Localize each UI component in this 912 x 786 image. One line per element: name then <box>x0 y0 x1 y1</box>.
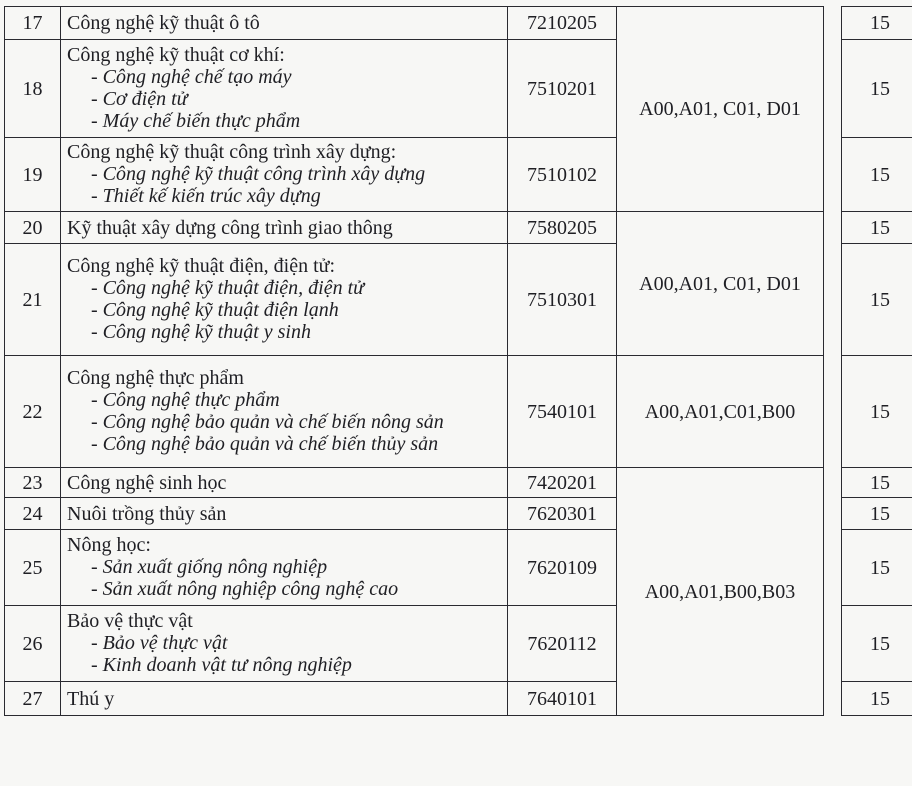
admission-table <box>4 6 912 716</box>
min-score: 15 <box>842 7 912 40</box>
min-score: 15 <box>842 530 912 606</box>
major-code: 7510201 <box>508 40 617 138</box>
major-name: Thú y <box>67 687 115 710</box>
major-code: 7620301 <box>508 498 617 530</box>
specialization: - Công nghệ bảo quản và chế biến thủy sản <box>91 433 439 455</box>
major-name-cell <box>61 212 508 244</box>
major-name: Công nghệ thực phẩm <box>67 367 244 389</box>
specialization: - Công nghệ thực phẩm <box>91 389 280 411</box>
row-number: 22 <box>5 356 61 468</box>
min-score: 15 <box>842 682 912 716</box>
major-name: Công nghệ kỹ thuật ô tô <box>67 12 260 34</box>
major-name-cell <box>61 498 508 530</box>
row-number: 19 <box>5 138 61 212</box>
major-code: 7510102 <box>508 138 617 212</box>
row-number: 25 <box>5 530 61 606</box>
admission-table-page <box>4 6 912 716</box>
major-code: 7620109 <box>508 530 617 606</box>
specialization: - Công nghệ kỹ thuật y sinh <box>91 321 311 343</box>
major-name: Công nghệ kỹ thuật công trình xây dựng: <box>67 141 397 163</box>
row-number: 21 <box>5 244 61 356</box>
subject-combination: A00,A01, C01, D01 <box>617 7 824 212</box>
row-number: 27 <box>5 682 61 716</box>
major-name: Công nghệ sinh học <box>67 471 227 494</box>
major-name-cell <box>61 138 508 212</box>
table-body <box>5 7 912 716</box>
column-gap <box>824 530 842 606</box>
specialization: - Máy chế biến thực phẩm <box>91 110 301 132</box>
specialization: - Công nghệ bảo quản và chế biến nông sản <box>91 411 444 433</box>
row-number: 23 <box>5 468 61 498</box>
min-score: 15 <box>842 606 912 682</box>
specialization: - Cơ điện tử <box>91 88 188 110</box>
subject-combination: A00,A01,B00,B03 <box>617 468 824 716</box>
major-code: 7510301 <box>508 244 617 356</box>
major-name-cell <box>61 244 508 356</box>
row-number: 26 <box>5 606 61 682</box>
row-number: 17 <box>5 7 61 40</box>
table-row <box>5 468 912 498</box>
major-name: Nông học: <box>67 534 151 556</box>
major-name-cell <box>61 606 508 682</box>
specialization: - Công nghệ kỹ thuật điện lạnh <box>91 299 339 321</box>
specialization: - Kinh doanh vật tư nông nghiệp <box>91 654 352 676</box>
major-code: 7540101 <box>508 356 617 468</box>
column-gap <box>824 606 842 682</box>
specialization: - Sản xuất nông nghiệp công nghệ cao <box>91 578 399 600</box>
major-code: 7210205 <box>508 7 617 40</box>
major-name-cell <box>61 530 508 606</box>
major-name-cell <box>61 356 508 468</box>
major-name: Bảo vệ thực vật <box>67 610 193 632</box>
min-score: 15 <box>842 138 912 212</box>
major-name: Nuôi trồng thủy sản <box>67 502 227 525</box>
table-row <box>5 356 912 468</box>
min-score: 15 <box>842 40 912 138</box>
row-number: 24 <box>5 498 61 530</box>
min-score: 15 <box>842 498 912 530</box>
major-name-cell <box>61 682 508 716</box>
column-gap <box>824 356 842 468</box>
column-gap <box>824 244 842 356</box>
subject-combination: A00,A01,C01,B00 <box>617 356 824 468</box>
major-name-cell <box>61 40 508 138</box>
min-score: 15 <box>842 244 912 356</box>
column-gap <box>824 138 842 212</box>
column-gap <box>824 212 842 244</box>
column-gap <box>824 7 842 40</box>
table-row <box>5 7 912 40</box>
column-gap <box>824 498 842 530</box>
major-name: Công nghệ kỹ thuật cơ khí: <box>67 44 285 66</box>
major-code: 7580205 <box>508 212 617 244</box>
major-code: 7620112 <box>508 606 617 682</box>
column-gap <box>824 40 842 138</box>
row-number: 18 <box>5 40 61 138</box>
min-score: 15 <box>842 468 912 498</box>
specialization: - Công nghệ chế tạo máy <box>91 66 292 88</box>
column-gap <box>824 468 842 498</box>
min-score: 15 <box>842 212 912 244</box>
row-number: 20 <box>5 212 61 244</box>
specialization: - Thiết kế kiến trúc xây dựng <box>91 185 321 207</box>
specialization: - Công nghệ kỹ thuật điện, điện tử <box>91 277 365 299</box>
major-code: 7640101 <box>508 682 617 716</box>
specialization: - Sản xuất giống nông nghiệp <box>91 556 328 578</box>
column-gap <box>824 682 842 716</box>
major-name-cell <box>61 7 508 40</box>
table-row <box>5 212 912 244</box>
specialization: - Bảo vệ thực vật <box>91 632 228 654</box>
subject-combination: A00,A01, C01, D01 <box>617 212 824 356</box>
major-name-cell <box>61 468 508 498</box>
major-name: Công nghệ kỹ thuật điện, điện tử: <box>67 255 336 277</box>
specialization: - Công nghệ kỹ thuật công trình xây dựng <box>91 163 426 185</box>
major-code: 7420201 <box>508 468 617 498</box>
min-score: 15 <box>842 356 912 468</box>
major-name: Kỹ thuật xây dựng công trình giao thông <box>67 216 393 239</box>
